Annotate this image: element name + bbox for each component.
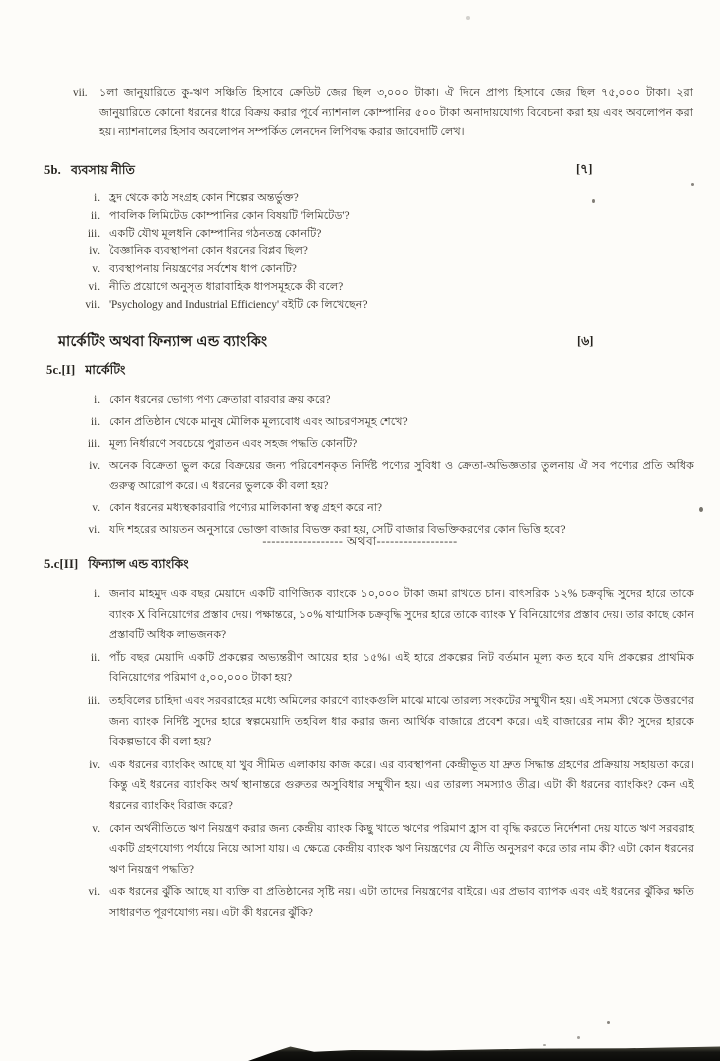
question-item [72, 498, 694, 518]
question-number: v. [92, 502, 100, 514]
question-text: বৈজ্ঞানিক ব্যবস্থাপনা কোন ধরনের বিপ্লব ছিল? [109, 245, 308, 258]
question-text: কোন অর্থনীতিতে ঋণ নিয়ন্ত্রণ করার জন্য কেন্দ্রীয় ব্যাংক কিছু খাতে ঋণের পরিমাণ হ্রাস বা বৃদ্ধি করতে নির্দেশনা দেয় যাতে ঋণ সরবরাহ একটি গ্রহণযোগ্য পর্যায়ে নিয়ে আসা যায়। এ ক্ষেত্রে কেন্দ্রীয় ব্যাংক ঋণ নিয়ন্ত্রণের যে নীতি অনুসরণ করে তার নাম কী? এটা কোন ধরনের ঋণ নিয়ন্ত্রণ পদ্ধতি? [109, 822, 694, 876]
scan-speck [607, 1021, 610, 1024]
question-number: ii. [90, 651, 100, 664]
section-5c2-question-list [72, 584, 694, 926]
section-5c1-title: মার্কেটিং [85, 363, 126, 377]
section-5b-header [44, 162, 135, 182]
question-item [72, 412, 694, 432]
question-number: v. [92, 263, 100, 276]
question-text: তহবিলের চাহিদা এবং সরবরাহের মধ্যে অমিলের কারণে ব্যাংকগুলি মাঝে মাঝে তারল্য সংকটের সম্মুখীন হয়। এই সমস্যা থেকে উত্তরণের জন্য ব্যাংক নির্দিষ্ট সুদের হারে স্বল্পমেয়াদি তহবিল ধার করার জন্য আর্থিক বাজারে প্রবেশ করে। এই বাজারের নাম কী? সুদের হারকে বিকল্পভাবে কী বলা হয়? [109, 694, 694, 749]
section-5c2-label: 5.c[II] [44, 557, 79, 571]
section-5b-question-list [72, 190, 694, 315]
section-5c1-header [46, 362, 125, 382]
question-item [72, 434, 694, 454]
question-item [72, 297, 694, 315]
question-number: ii. [90, 209, 100, 222]
question-item [72, 190, 694, 208]
scan-speck [577, 1036, 580, 1039]
question-item [72, 243, 694, 261]
question-number: iii. [87, 438, 100, 450]
question-item [72, 279, 694, 297]
question-number: vii. [85, 298, 100, 311]
question-item [72, 208, 694, 226]
choice-section-title: মার্কেটিং অথবা ফিন্যান্স এন্ড ব্যাংকিং [58, 334, 268, 350]
question-number: ii. [90, 416, 100, 428]
question-text: পাবলিক লিমিটেড কোম্পানির কোন বিষয়টি 'লিমিটেড'? [109, 209, 350, 222]
question-number: i. [94, 588, 100, 600]
question-text: হ্রদ থেকে কাঠ সংগ্রহ কোন শিল্পের অন্তর্ভুক্ত? [109, 192, 299, 204]
question-item [72, 691, 694, 753]
question-text: 'Psychology and Industrial Efficiency' বইটি কে লিখেছেন? [109, 298, 368, 311]
section-5b-title: ব্যবসায় নীতি [70, 163, 135, 177]
section-5c2-header [44, 556, 189, 576]
question-text: কোন প্রতিষ্ঠান থেকে মানুষ মৌলিক মূল্যবোধ এবং আচরণসমূহ শেখে? [109, 416, 408, 428]
question-number: v. [92, 822, 100, 835]
question-item [72, 261, 694, 279]
section-5b-marks-badge: [৭] [576, 162, 593, 176]
section-5c1-label: 5c.[I] [46, 363, 76, 377]
question-text: এক ধরনের ঝুঁকি আছে যা ব্যক্তি বা প্রতিষ্ঠানের সৃষ্টি নয়। এটা তাদের নিয়ন্ত্রণের বাইরে। এর প্রভাব ব্যাপক এবং এই ধরনের ঝুঁকির ক্ষতি সাধারণত পূরণযোগ্য নয়। এটা কী ধরনের ঝুঁকি? [109, 886, 694, 919]
question-text: কোন ধরনের মধ্যস্থকারবারি পণ্যের মালিকানা স্বত্ব গ্রহণ করে না? [109, 502, 382, 514]
question-text: এক ধরনের ব্যাংকিং আছে যা খুব সীমিত এলাকায় কাজ করে। এর ব্যবস্থাপনা কেন্দ্রীভূত যা দ্রুত সিদ্ধান্ত গ্রহণের প্রক্রিয়ায় সহায়তা করে। কিন্তু এই ধরনের ব্যাংকিং অর্থ স্থানান্তরে গুরুতর অসুবিধার সম্মুখীন হয়। এর তারল্য সমস্যাও তীব্র। এটা কী ধরনের ব্যাংকিং? কেন এই ধরনের ব্যাংকিং বিরাজ করে? [109, 758, 694, 812]
scanned-page-bottom-edge [248, 1039, 720, 1061]
question-number: iv. [89, 245, 100, 258]
question-number: vi. [88, 886, 100, 899]
question-item [72, 648, 694, 689]
question-item [72, 755, 694, 817]
question-text: মূল্য নির্ধারণে সবচেয়ে পুরাতন এবং সহজ পদ্ধতি কোনটি? [109, 438, 358, 450]
question-text: একটি যৌথ মূলধনি কোম্পানির গঠনতন্ত্র কোনটি? [109, 227, 322, 240]
question-number: iii. [87, 227, 100, 240]
question-item [72, 882, 694, 923]
question-text: যদি শহরের আয়তন অনুসারে ভোক্তা বাজার বিভক্ত করা হয়, সেটি বাজার বিভক্তিকরণের কোন ভিত্তি হবে? [109, 524, 566, 536]
section-5c1-question-list [72, 390, 694, 542]
question-number: iv. [89, 758, 100, 771]
question-item [72, 456, 694, 496]
question-item [72, 819, 694, 881]
question-text: ব্যবস্থাপনায় নিয়ন্ত্রণের সর্বশেষ ধাপ কোনটি? [109, 263, 297, 276]
section-5c2-title: ফিন্যান্স এন্ড ব্যাংকিং [88, 557, 189, 571]
question-text: পাঁচ বছর মেয়াদি একটি প্রকল্পের অভ্যন্তরীণ আয়ের হার ১৫%। এই হারে প্রকল্পের নিট বর্তমান মূল্য কত হবে যদি প্রকল্পের প্রাথমিক বিনিয়োগের পরিমাণ ৫,০০,০০০ টাকা হয়? [109, 651, 694, 685]
scan-speck [699, 507, 703, 512]
question-number: vi. [88, 280, 100, 293]
scan-speck [592, 199, 595, 203]
scan-speck [543, 1044, 546, 1046]
question-number: vi. [88, 524, 100, 536]
question-text: ১লা জানুয়ারিতে কু-ঋণ সঞ্চিতি হিসাবে ক্রেডিট জের ছিল ৩,০০০ টাকা। ঐ দিনে প্রাপ্য হিসাবে জের ছিল ৭৫,০০০ টাকা। ২রা জানুয়ারিতে কোনো ধরনের ধারে বিক্রয় করার পূর্বে ন্যাশনাল কোম্পানির ৫০০ টাকা অনাদায়যোগ্য বিবেচনা করা হয় এবং অবলোপন করা হয়। ন্যাশনালের হিসাব অবলোপন সম্পর্কিত লেনদেন লিপিবদ্ধ করার জাবেদাটি লেখ। [99, 87, 693, 138]
section-5b-label: 5b. [44, 163, 61, 177]
question-text: নীতি প্রয়োগে অনুসৃত ধারাবাহিক ধাপসমূহকে কী বলে? [109, 280, 344, 293]
question-text: কোন ধরনের ভোগ্য পণ্য ক্রেতারা বারবার ক্রয় করে? [109, 394, 331, 406]
question-text: অনেক বিক্রেতা ভুল করে বিক্রয়ের জন্য পরিবেশনকৃত নির্দিষ্ট পণ্যের সুবিধা ও ক্রেতা-অভিজ্ঞতার তুলনায় ঐ সব পণ্যের প্রতি অধিক গুরুত্ব আরোপ করে। এ ধরনের ভুলকে কী বলা হয়? [109, 460, 694, 492]
scan-speck [466, 16, 470, 20]
question-item [72, 390, 694, 410]
question-vii-continuation [73, 84, 693, 143]
question-text: জনাব মাহমুদ এক বছর মেয়াদে একটি বাণিজ্যিক ব্যাংকে ১০,০০০ টাকা জমা রাখতে চান। বাৎসরিক ১২% চক্রবৃদ্ধি সুদের হারে তাকে ব্যাংক X বিনিয়োগের প্রস্তাব দেয়। পক্ষান্তরে, ১০% ষাণ্মাসিক চক্রবৃদ্ধি সুদের হারে তাকে ব্যাংক Y বিনিয়োগের প্রস্তাব দেয়। তার কাছে কোন প্রস্তাবটি অধিক লাভজনক? [109, 588, 694, 642]
or-divider: ------------------ অথবা------------------ [262, 534, 458, 548]
question-number: vii. [73, 87, 88, 99]
scan-speck [691, 183, 694, 186]
question-number: iii. [87, 694, 100, 707]
question-number: iv. [89, 460, 100, 472]
question-number: i. [94, 394, 100, 406]
question-item [72, 584, 694, 646]
question-number: i. [94, 192, 100, 204]
question-item [72, 226, 694, 244]
choice-section-marks-badge: [৬] [577, 334, 594, 348]
